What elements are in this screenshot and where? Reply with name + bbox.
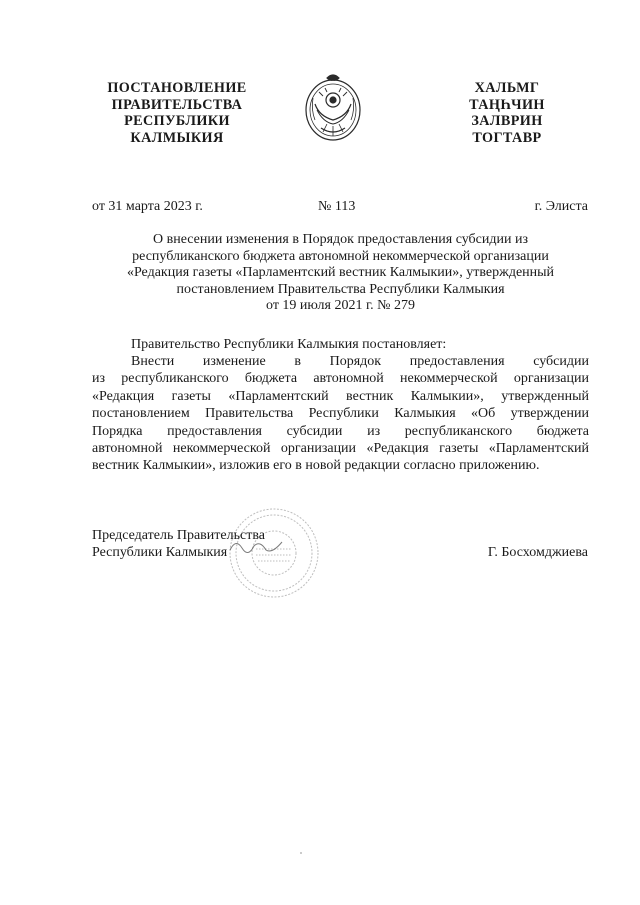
header-kalmyk-title [452,80,562,146]
body-paragraph [92,353,589,475]
scan-artifact [300,852,302,854]
header-left-line: КАЛМЫКИЯ [130,129,224,146]
signatory-name: Г. Босхомджиева [487,545,588,560]
signatory-title-line: Председатель Правительства [92,528,265,543]
title-line: «Редакция газеты «Парламентский вестник Калмыкии», утвержденный [126,265,555,281]
signatory-title [92,528,265,562]
body-line: вестник Калмыкии», изложив его в новой редакции согласно приложению. [92,458,540,474]
header-russian-title [92,80,262,146]
header-right-line: ТАҢҺЧИН [469,96,545,113]
header-right-line: ТОГТАВР [472,129,542,146]
body-line: Порядка предоставления субсидии из республиканского бюджета [92,423,589,439]
document-title [92,232,589,315]
body-line: автономной некоммерческой организации «Редакция газеты «Парламентский [92,441,589,457]
body-line: «Редакция газеты «Парламентский вестник Калмыкии», утвержденный [92,388,589,404]
title-line: от 19 июля 2021 г. № 279 [266,298,415,314]
header-right-line: ХАЛЬМГ [474,80,540,96]
kalmykia-emblem-icon [301,70,365,146]
header-right-line: ЗАЛВРИН [471,113,543,129]
title-line: республиканского бюджета автономной некоммерческой организации [132,248,549,264]
header-left-line: ПОСТАНОВЛЕНИЕ [107,80,247,96]
body-line: постановлением Правительства Республики Калмыкия «Об утверждении [92,406,589,422]
body-line: Внести изменение в Порядок предоставления субсидии [131,354,589,369]
document-number: № 113 [318,199,356,214]
signatory-title-line: Республики Калмыкия [92,544,228,560]
header-left-line: РЕСПУБЛИКИ [124,113,230,129]
title-line: постановлением Правительства Республики Калмыкия [176,281,505,297]
document-date: от 31 марта 2023 г. [92,199,203,214]
body-line: из республиканского бюджета автономной некоммерческой организации [92,371,589,387]
document-city: г. Элиста [534,199,588,214]
preamble-text: Правительство Республики Калмыкия постановляет: [131,337,447,352]
title-line: О внесении изменения в Порядок предоставления субсидии из [152,232,529,247]
header-left-line: ПРАВИТЕЛЬСТВА [111,96,243,113]
